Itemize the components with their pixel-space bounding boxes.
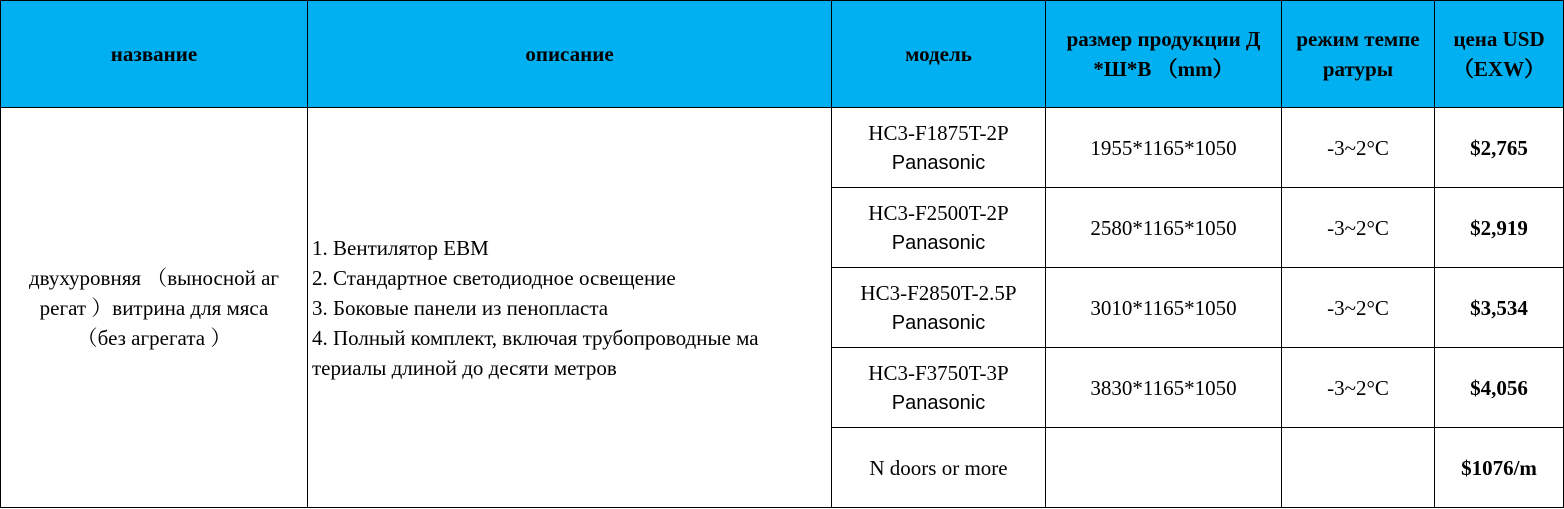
header-model: модель (832, 1, 1046, 108)
description-item: 2. Стандартное светодиодное освещение (312, 265, 676, 290)
description-item: 3. Боковые панели из пенопласта (312, 295, 609, 320)
price-cell: $3,534 (1435, 268, 1564, 348)
model-cell (832, 268, 1046, 348)
product-name-cell (1, 108, 308, 508)
price-cell: $2,765 (1435, 108, 1564, 188)
model-code: HC3-F2850T-2.5P (860, 280, 1017, 305)
header-temperature (1282, 1, 1435, 108)
header-temp-line2: ратуры (1322, 57, 1394, 81)
header-description: описание (308, 1, 832, 108)
header-size-line1: размер продукции Д (1066, 27, 1261, 51)
table-row (1, 108, 1564, 188)
size-cell: 2580*1165*1050 (1046, 188, 1282, 268)
size-cell (1046, 428, 1282, 508)
temperature-cell: -3~2°C (1282, 108, 1435, 188)
product-name-line1: двухуровняя （выносной аг (28, 265, 280, 290)
model-brand: Panasonic (891, 311, 986, 334)
header-price-line2: （EXW） (1452, 57, 1546, 81)
model-cell (832, 348, 1046, 428)
temperature-cell (1282, 428, 1435, 508)
price-cell: $1076/m (1435, 428, 1564, 508)
description-item: 1. Вентилятор EBM (312, 235, 489, 260)
product-name-line2: регат ）витрина для мяса (39, 295, 269, 320)
size-cell: 3830*1165*1050 (1046, 348, 1282, 428)
product-name-line3: （без агрегата ） (76, 325, 232, 350)
temperature-cell: -3~2°C (1282, 268, 1435, 348)
description-item-continuation: териалы длиной до десяти метров (312, 355, 617, 380)
model-brand: Panasonic (891, 151, 986, 174)
header-row (1, 1, 1564, 108)
model-code: HC3-F2500T-2P (868, 200, 1009, 225)
model-code: HC3-F3750T-3P (868, 360, 1009, 385)
description-item: 4. Полный комплект, включая трубопроводные ма (312, 325, 759, 350)
header-temp-line1: режим темпе (1296, 27, 1420, 51)
header-size-line2: *Ш*В （mm） (1093, 57, 1234, 81)
size-cell: 3010*1165*1050 (1046, 268, 1282, 348)
model-cell (832, 108, 1046, 188)
temperature-cell: -3~2°C (1282, 348, 1435, 428)
model-cell: N doors or more (832, 428, 1046, 508)
product-description-cell (308, 108, 832, 508)
header-price-line1: цена USD (1453, 27, 1545, 51)
size-cell: 1955*1165*1050 (1046, 108, 1282, 188)
model-cell (832, 188, 1046, 268)
header-size (1046, 1, 1282, 108)
header-price (1435, 1, 1564, 108)
model-brand: Panasonic (891, 391, 986, 414)
price-cell: $4,056 (1435, 348, 1564, 428)
header-name: название (1, 1, 308, 108)
model-brand: Panasonic (891, 231, 986, 254)
price-cell: $2,919 (1435, 188, 1564, 268)
temperature-cell: -3~2°C (1282, 188, 1435, 268)
model-code: HC3-F1875T-2P (868, 120, 1009, 145)
